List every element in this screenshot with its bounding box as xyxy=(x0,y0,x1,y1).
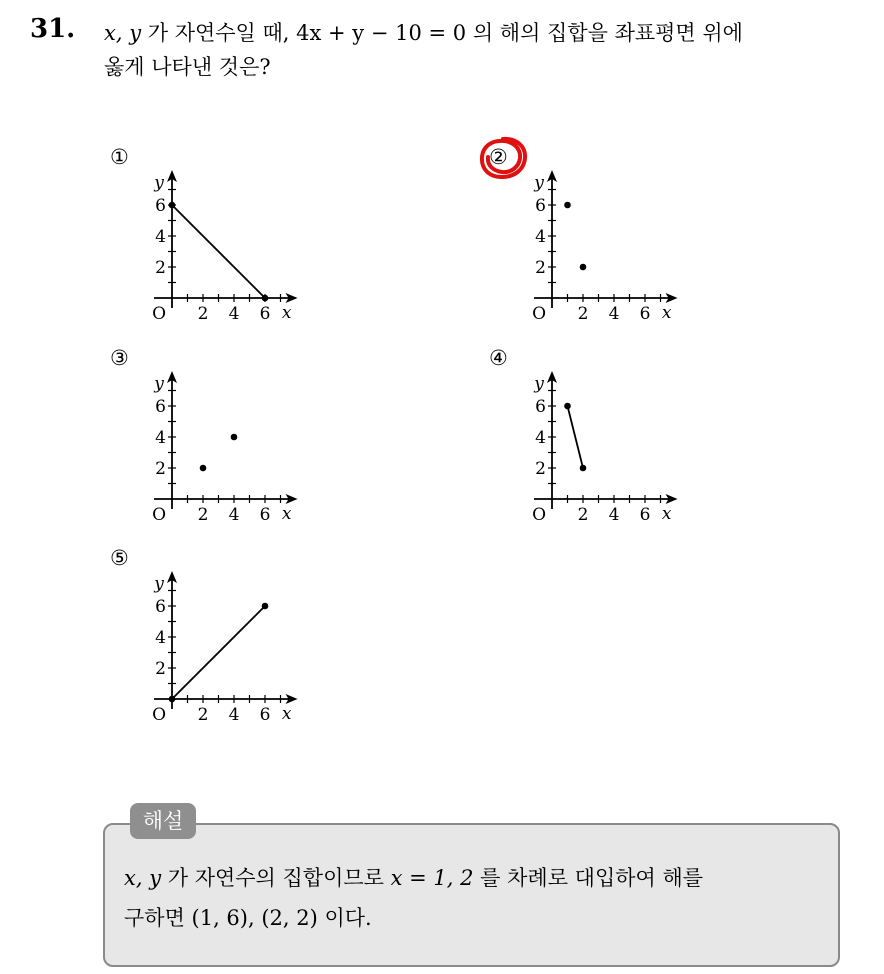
origin-label: O xyxy=(532,304,546,324)
explanation-line-1: x, y 가 자연수의 집합이므로 x = 1, 2 를 차례로 대입하여 해를 xyxy=(124,866,704,890)
x-tick-label: 6 xyxy=(639,304,651,324)
coordinate-plane xyxy=(520,371,690,531)
option-4-graph[interactable] xyxy=(520,371,690,531)
y-tick-label: 4 xyxy=(535,428,546,448)
question-text xyxy=(104,16,874,84)
solution-point xyxy=(231,434,238,441)
option-3-label[interactable]: ③ xyxy=(110,346,129,370)
solution-point xyxy=(564,202,571,209)
y-tick-label: 2 xyxy=(155,258,166,278)
solution-point xyxy=(200,465,207,472)
y-tick-label: 6 xyxy=(155,397,166,417)
x-axis-label: x xyxy=(281,704,292,724)
option-3-graph[interactable] xyxy=(140,371,310,531)
question-line-1: x, y 가 자연수일 때, 4x + y − 10 = 0 의 해의 집합을 좌표평면 위에 xyxy=(104,21,743,45)
origin-label: O xyxy=(152,505,166,525)
x-tick-label: 6 xyxy=(259,705,271,725)
question-line-2: 옳게 나타낸 것은? xyxy=(104,55,271,79)
x-axis-label: x xyxy=(661,303,672,323)
coordinate-plane xyxy=(520,170,690,330)
option-5-label[interactable]: ⑤ xyxy=(110,546,129,570)
y-tick-label: 6 xyxy=(155,196,166,216)
y-tick-label: 4 xyxy=(155,428,166,448)
y-tick-label: 6 xyxy=(155,597,166,617)
y-axis-label: y xyxy=(154,374,164,394)
x-tick-label: 4 xyxy=(228,505,240,525)
option-4-label[interactable]: ④ xyxy=(489,346,508,370)
x-tick-label: 6 xyxy=(639,505,651,525)
y-tick-label: 2 xyxy=(155,659,166,679)
y-tick-label: 4 xyxy=(155,227,166,247)
y-tick-label: 2 xyxy=(535,258,546,278)
origin-label: O xyxy=(532,505,546,525)
solution-point xyxy=(262,603,269,610)
solution-segment xyxy=(568,406,584,468)
x-tick-label: 2 xyxy=(197,705,209,725)
option-5-graph[interactable] xyxy=(140,571,310,731)
solution-point xyxy=(580,264,587,271)
solution-point xyxy=(580,465,587,472)
coordinate-plane xyxy=(140,170,310,330)
x-axis-label: x xyxy=(661,504,672,524)
y-tick-label: 2 xyxy=(535,459,546,479)
x-axis-label: x xyxy=(281,504,292,524)
option-1-graph[interactable] xyxy=(140,170,310,330)
y-tick-label: 4 xyxy=(535,227,546,247)
x-tick-label: 4 xyxy=(608,505,620,525)
x-tick-label: 2 xyxy=(197,304,209,324)
y-axis-label: y xyxy=(154,574,164,594)
x-tick-label: 2 xyxy=(577,505,589,525)
y-tick-label: 6 xyxy=(535,397,546,417)
question-variables: x, y xyxy=(104,21,142,45)
solution-point xyxy=(262,295,269,302)
explanation-tag: 해설 xyxy=(130,803,196,839)
y-tick-label: 2 xyxy=(155,459,166,479)
coordinate-plane xyxy=(140,371,310,531)
explanation-equation: x = 1, 2 xyxy=(390,866,474,890)
solution-point xyxy=(169,696,176,703)
solution-point xyxy=(169,202,176,209)
y-tick-label: 4 xyxy=(155,628,166,648)
y-tick-label: 6 xyxy=(535,196,546,216)
question-number: 31. xyxy=(30,14,76,44)
x-tick-label: 6 xyxy=(259,304,271,324)
x-axis-label: x xyxy=(281,303,292,323)
x-tick-label: 6 xyxy=(259,505,271,525)
x-tick-label: 4 xyxy=(228,304,240,324)
coordinate-plane xyxy=(140,571,310,731)
option-1-label[interactable]: ① xyxy=(110,145,129,169)
x-tick-label: 4 xyxy=(228,705,240,725)
origin-label: O xyxy=(152,304,166,324)
explanation-line-2: 구하면 (1, 6), (2, 2) 이다. xyxy=(124,906,372,930)
option-2-graph[interactable] xyxy=(520,170,690,330)
x-tick-label: 2 xyxy=(197,505,209,525)
x-tick-label: 4 xyxy=(608,304,620,324)
question-equation: 4x + y − 10 = 0 xyxy=(296,21,467,45)
solution-segment xyxy=(172,606,265,699)
explanation-text xyxy=(124,858,824,938)
y-axis-label: y xyxy=(154,173,164,193)
y-axis-label: y xyxy=(534,374,544,394)
solution-segment xyxy=(172,205,265,298)
y-axis-label: y xyxy=(534,173,544,193)
x-tick-label: 2 xyxy=(577,304,589,324)
solution-point xyxy=(564,403,571,410)
origin-label: O xyxy=(152,705,166,725)
option-2-label[interactable]: ② xyxy=(489,145,508,169)
